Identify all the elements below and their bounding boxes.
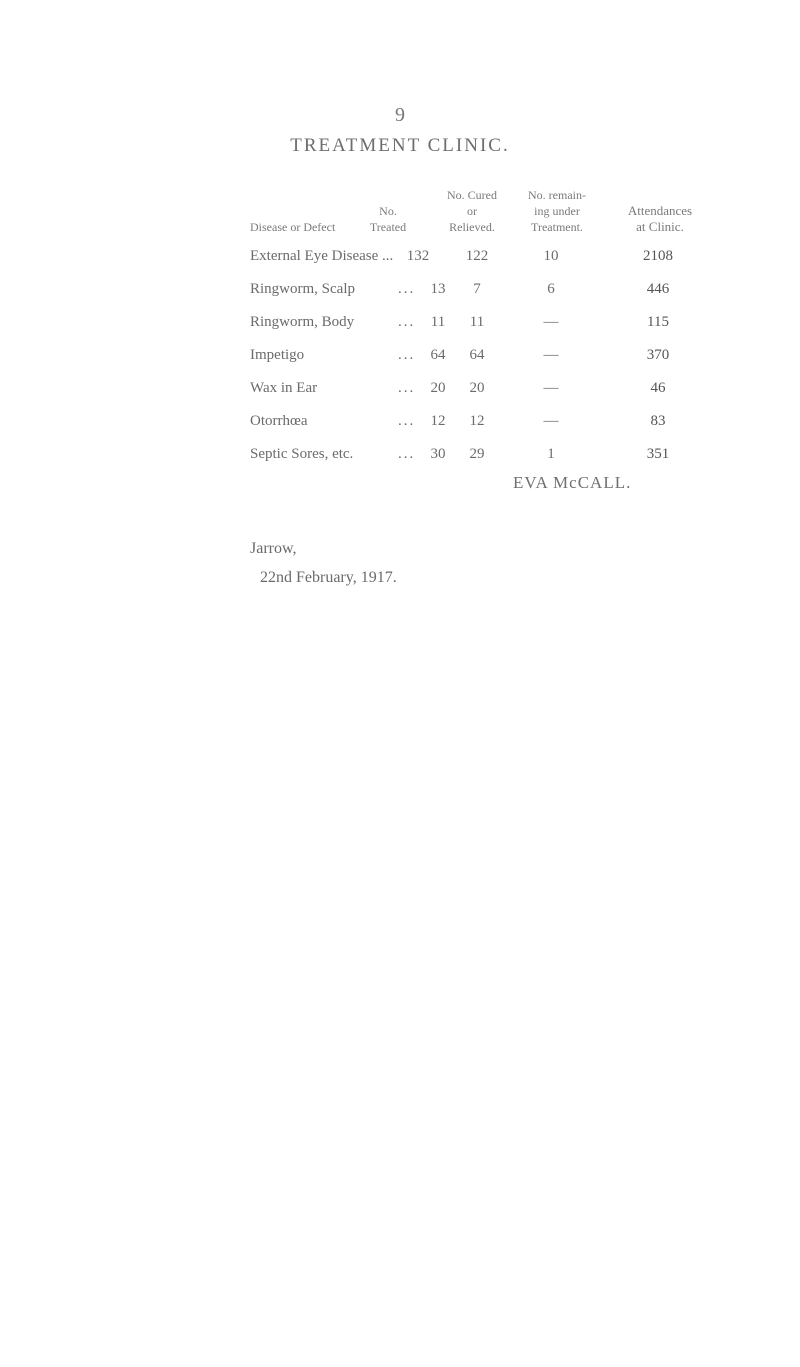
table-row xyxy=(0,341,800,374)
row-treated: 30 xyxy=(430,446,446,462)
row-attendances: 115 xyxy=(647,314,669,330)
row-attendances: 370 xyxy=(646,347,670,363)
column-header-cured xyxy=(432,187,512,235)
row-treated: 12 xyxy=(430,413,446,429)
row-remaining: 10 xyxy=(543,248,559,264)
row-leader-dots: ... xyxy=(398,281,416,297)
row-attendances: 2108 xyxy=(643,248,673,264)
row-remaining: 1 xyxy=(547,446,555,462)
column-header-cured-line-3: Relieved. xyxy=(449,220,495,234)
row-treated: 11 xyxy=(430,314,446,330)
table-row xyxy=(0,308,800,341)
row-leader-dots: ... xyxy=(398,446,416,462)
table-row xyxy=(0,440,800,473)
row-leader-dots: ... xyxy=(398,380,416,396)
column-header-cured-line-1: No. Cured xyxy=(447,188,497,202)
column-header-attendances-line-1: Attendances xyxy=(627,203,693,218)
row-attendances: 46 xyxy=(650,380,666,396)
table-header xyxy=(0,175,800,235)
column-header-remaining-line-3: Treatment. xyxy=(531,220,583,234)
row-leader-dots: ... xyxy=(398,413,416,429)
row-cured: 7 xyxy=(473,281,481,297)
table-row xyxy=(0,407,800,440)
row-cured: 122 xyxy=(465,248,489,264)
row-disease-name: Ringworm, Scalp xyxy=(250,281,355,297)
row-treated: 20 xyxy=(430,380,446,396)
table-row xyxy=(0,374,800,407)
row-attendances: 446 xyxy=(646,281,670,297)
row-disease-name: Septic Sores, etc. xyxy=(250,446,354,462)
column-header-disease-label: Disease or Defect xyxy=(250,220,336,234)
row-disease-name: External Eye Disease ... xyxy=(250,248,394,264)
row-attendances: 83 xyxy=(650,413,666,429)
date-line: 22nd February, 1917. xyxy=(260,569,397,586)
row-disease-name: Ringworm, Body xyxy=(250,314,355,330)
column-header-disease xyxy=(250,219,350,235)
column-header-attendances xyxy=(610,203,710,235)
page-title: TREATMENT CLINIC. xyxy=(290,135,510,156)
table-body xyxy=(0,242,800,473)
column-header-cured-line-2: or xyxy=(467,204,477,218)
table-row xyxy=(0,242,800,275)
row-remaining: — xyxy=(543,380,559,396)
column-header-attendances-line-2: at Clinic. xyxy=(636,219,684,234)
place-line: Jarrow, xyxy=(250,540,297,557)
column-header-remaining-line-2: ing under xyxy=(534,204,580,218)
row-attendances: 351 xyxy=(646,446,670,462)
signature: EVA McCALL. xyxy=(513,473,632,492)
row-remaining: — xyxy=(543,314,559,330)
row-treated: 64 xyxy=(430,347,446,363)
row-remaining: — xyxy=(543,347,559,363)
row-cured: 64 xyxy=(469,347,485,363)
row-disease-name: Wax in Ear xyxy=(250,380,318,396)
row-cured: 29 xyxy=(469,446,485,462)
row-treated: 132 xyxy=(406,248,430,264)
row-cured: 12 xyxy=(469,413,485,429)
column-header-treated xyxy=(358,203,418,235)
column-header-treated-line-2: Treated xyxy=(369,220,407,234)
column-header-treated-line-1: No. xyxy=(379,204,397,218)
row-disease-name: Otorrhœa xyxy=(250,413,308,429)
column-header-remaining-line-1: No. remain- xyxy=(528,188,586,202)
column-header-remaining xyxy=(512,187,602,235)
row-cured: 11 xyxy=(469,314,485,330)
row-cured: 20 xyxy=(469,380,485,396)
page-number: 9 xyxy=(395,104,405,126)
table-row xyxy=(0,275,800,308)
row-disease-name: Impetigo xyxy=(250,347,305,363)
row-remaining: 6 xyxy=(547,281,555,297)
row-treated: 13 xyxy=(430,281,446,297)
row-leader-dots: ... xyxy=(398,347,416,363)
row-remaining: — xyxy=(543,413,559,429)
row-leader-dots: ... xyxy=(398,314,416,330)
